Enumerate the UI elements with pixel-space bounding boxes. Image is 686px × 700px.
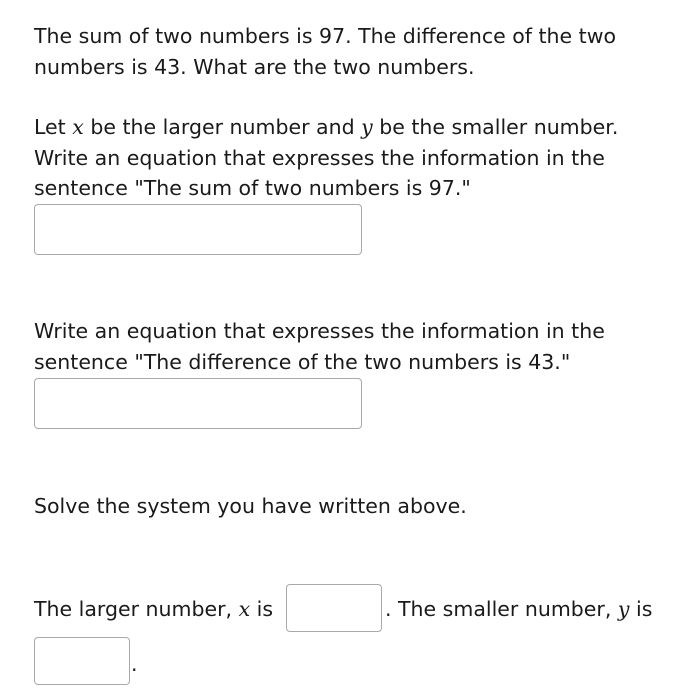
smaller-prefix: . The smaller number, [385,597,618,621]
difference-equation-input[interactable] [34,378,362,429]
question2-line-2: sentence "The difference of the two numbers is 43." [34,350,571,374]
smaller-number-label [385,594,652,625]
larger-number-input[interactable] [286,584,382,632]
setup-line-2: Write an equation that expresses the information in the [34,146,605,170]
sum-equation-input[interactable] [34,204,362,255]
variable-y: y [361,115,373,139]
setup-let-suffix: be the smaller number. [372,115,619,139]
larger-number-label [34,594,273,625]
smaller-number-input[interactable] [34,637,130,685]
setup-line-1 [34,112,618,143]
end-period: . [131,652,138,676]
setup-line-3: sentence "The sum of two numbers is 97." [34,176,471,200]
larger-prefix: The larger number, [34,597,239,621]
variable-x-answer: x [238,597,251,621]
setup-let-prefix: Let [34,115,73,139]
solve-instruction: Solve the system you have written above. [34,494,467,518]
larger-suffix: is [250,597,274,621]
smaller-suffix: is [629,597,653,621]
setup-let-middle: be the larger number and [83,115,362,139]
problem-line-2: numbers is 43. What are the two numbers. [34,55,475,79]
question2-line-1: Write an equation that expresses the information in the [34,319,605,343]
problem-line-1: The sum of two numbers is 97. The difference of the two [34,24,617,48]
variable-y-answer: y [617,597,630,621]
variable-x: x [72,115,84,139]
